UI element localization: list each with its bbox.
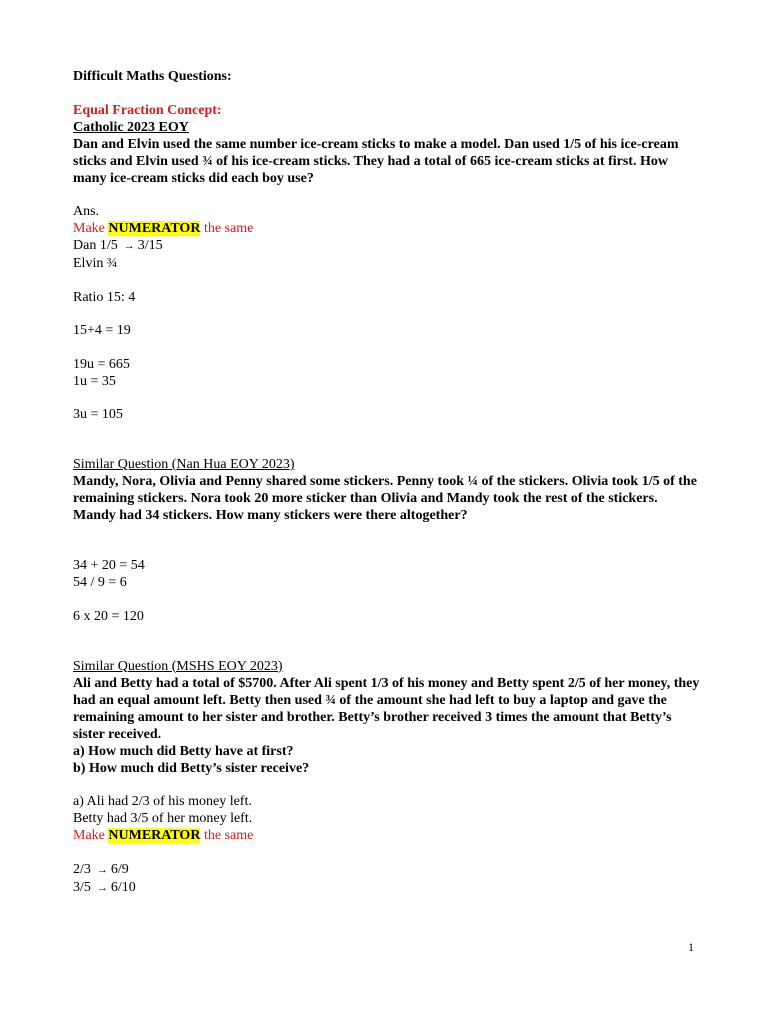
working-line bbox=[73, 879, 703, 897]
working-line bbox=[73, 861, 703, 879]
working-line: 3u = 105 bbox=[73, 407, 123, 422]
spacer bbox=[73, 591, 703, 608]
make-prefix: Make bbox=[73, 221, 109, 236]
working-line: Ratio 15: 4 bbox=[73, 289, 136, 305]
section-heading: Equal Fraction Concept: bbox=[73, 102, 222, 118]
make-numerator-note bbox=[73, 827, 703, 844]
working-line: a) Ali had 2/3 of his money left. bbox=[73, 794, 252, 809]
numerator-highlight: NUMERATOR bbox=[108, 828, 201, 843]
page-number: 1 bbox=[688, 940, 694, 954]
question-part-b: b) How much did Betty’s sister receive? bbox=[73, 760, 310, 776]
working-line: 6 x 20 = 120 bbox=[73, 608, 144, 624]
numerator-highlight: NUMERATOR bbox=[108, 221, 201, 236]
make-suffix: the same bbox=[200, 221, 254, 236]
working-line: 15+4 = 19 bbox=[73, 323, 131, 338]
question-text: Mandy, Nora, Olivia and Penny shared some stickers. Penny took ¼ of the stickers. Olivia took 1/5 of the remaining stickers. Nora took 20 more sticker than Olivia and Mandy took the rest of the stickers. Mandy had 34 stickers. How many stickers were there altogether? bbox=[73, 474, 697, 523]
spacer bbox=[73, 625, 703, 658]
question-part-a: a) How much did Betty have at first? bbox=[73, 743, 294, 759]
right-arrow-icon: → bbox=[123, 240, 135, 252]
dan-equivalent-fraction: 3/15 bbox=[137, 238, 163, 253]
working-line: Betty had 3/5 of her money left. bbox=[73, 811, 253, 826]
spacer bbox=[73, 272, 703, 289]
answer-label: Ans. bbox=[73, 204, 100, 219]
fraction-left: 3/5 bbox=[73, 879, 91, 895]
make-suffix: the same bbox=[200, 828, 254, 843]
dan-fraction: Dan 1/5 bbox=[73, 238, 118, 253]
document-page bbox=[73, 68, 703, 897]
working-line: 19u = 665 bbox=[73, 356, 130, 372]
working-line: 54 / 9 = 6 bbox=[73, 575, 127, 590]
question-text: Ali and Betty had a total of $5700. After Ali spent 1/3 of his money and Betty spent 2/5 of her money, they had an equal amount left. Betty then used ¾ of the amount she had left to buy a laptop and gave the remaining amount to her sister and brother. Betty’s brother received 3 times the amount that Betty’s sister received. bbox=[73, 675, 700, 742]
spacer bbox=[73, 390, 703, 407]
spacer bbox=[73, 423, 703, 456]
working-line: Elvin ¾ bbox=[73, 256, 118, 271]
spacer bbox=[73, 524, 703, 557]
working-line bbox=[73, 237, 703, 255]
spacer bbox=[73, 844, 703, 861]
make-numerator-note bbox=[73, 220, 703, 237]
spacer bbox=[73, 339, 703, 356]
right-arrow-icon: → bbox=[96, 863, 108, 876]
working-line: 34 + 20 = 54 bbox=[73, 558, 145, 573]
spacer bbox=[73, 187, 703, 204]
fraction-right: 6/9 bbox=[110, 861, 129, 877]
question-source: Similar Question (MSHS EOY 2023) bbox=[73, 658, 283, 674]
spacer bbox=[73, 306, 703, 323]
make-prefix: Make bbox=[73, 828, 109, 843]
fraction-left: 2/3 bbox=[73, 861, 91, 877]
right-arrow-icon: → bbox=[96, 881, 108, 894]
spacer bbox=[73, 777, 703, 794]
fraction-right: 6/10 bbox=[110, 879, 136, 895]
spacer bbox=[73, 85, 703, 102]
question-source: Similar Question (Nan Hua EOY 2023) bbox=[73, 457, 295, 472]
question-source: Catholic 2023 EOY bbox=[73, 119, 189, 135]
working-line: 1u = 35 bbox=[73, 373, 116, 389]
document-title: Difficult Maths Questions: bbox=[73, 69, 232, 84]
question-text: Dan and Elvin used the same number ice-cream sticks to make a model. Dan used 1/5 of his ice-cream sticks and Elvin used ¾ of his ice-cream sticks. They had a total of 665 ice-cream sticks at first. How many ice-cream sticks did each boy use? bbox=[73, 136, 679, 186]
